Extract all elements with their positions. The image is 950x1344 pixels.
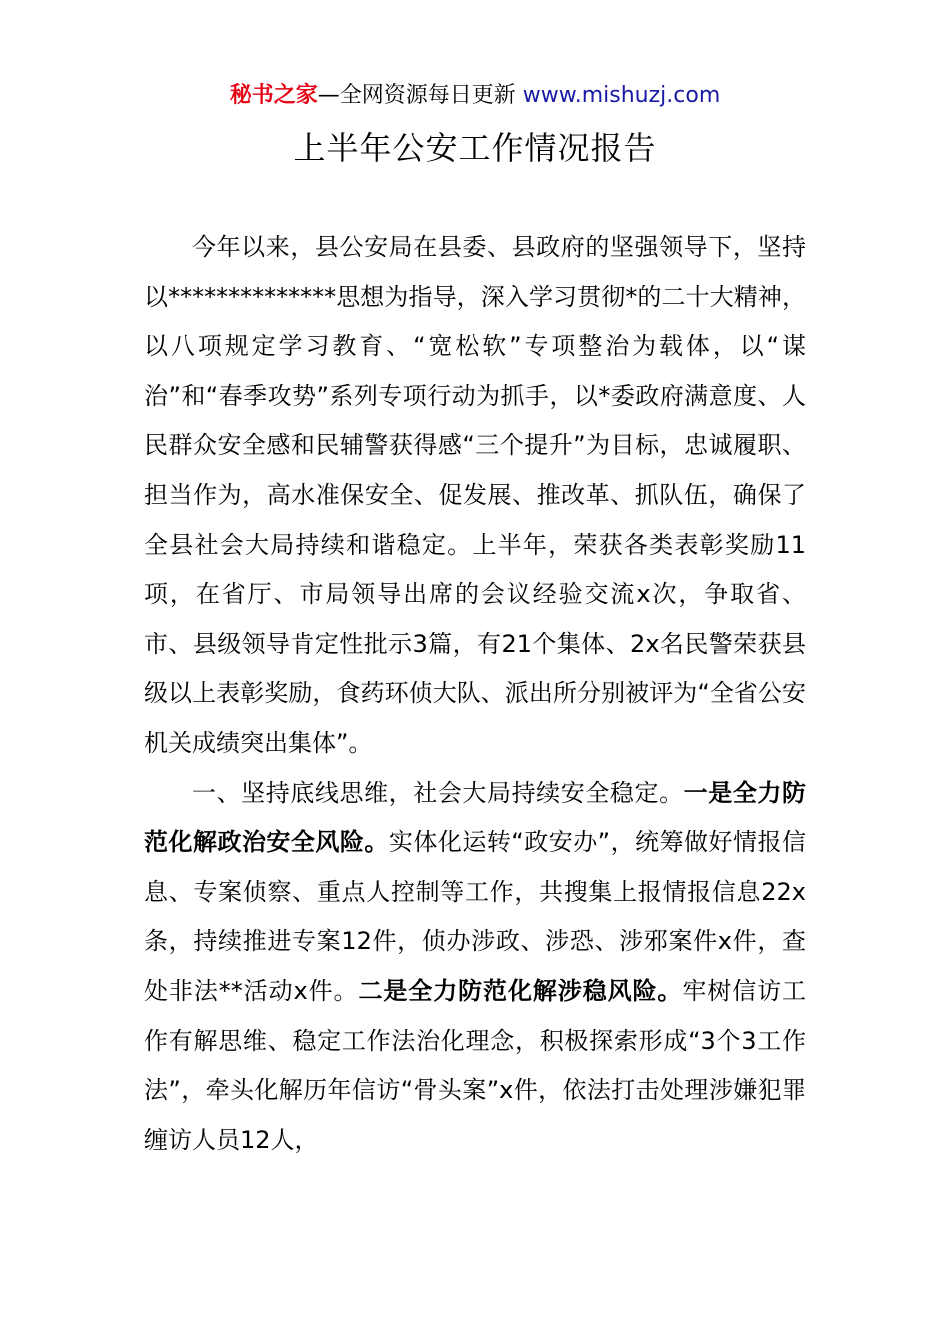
intro-paragraph: 今年以来，县公安局在县委、县政府的坚强领导下，坚持以**************思想为指导，深入学习贯彻*的二十大精神，以八项规定学习教育、“宽松软”专项整治为载体，以“谋治”和“春季攻势”系列专项行动为抓手，以*委政府满意度、人民群众安全感和民辅警获得感“三个提升”为目标，忠诚履职、担当作为，高水准保安全、促发展、推改革、抓队伍，确保了全县社会大局持续和谐稳定。上半年，荣获各类表彰奖励11项，在省厅、市局领导出席的会议经验交流x次，争取省、市、县级领导肯定性批示3篇，有21个集体、2x名民警荣获县级以上表彰奖励，食药环侦大队、派出所分别被评为“全省公安机关成绩突出集体”。 xyxy=(144,233,806,757)
site-tagline: —全网资源每日更新 xyxy=(317,83,523,108)
document-title: 上半年公安工作情况报告 xyxy=(293,129,657,167)
document-body xyxy=(144,223,806,1165)
section-1-point-2-body: 牢树信访工作有解思维、稳定工作法治化理念，积极探索形成“3个3工作法”，牵头化解历年信访“骨头案”x件，依法打击处理涉嫌犯罪缠访人员12人， xyxy=(144,976,807,1154)
section-1-point-1-body: 实体化运转“政安办”，统筹做好情报信息、专案侦察、重点人控制等工作，共搜集上报情报信息22x条，持续推进专案12件，侦办涉政、涉恐、涉邪案件x件，查处非法**活动x件。 xyxy=(144,828,807,1005)
section-1-paragraph xyxy=(144,769,806,1166)
site-header xyxy=(0,80,950,112)
section-1-point-2-heading: 二是全力防范化解涉稳风险。 xyxy=(358,976,683,1005)
site-url-link[interactable]: www.mishuzj.com xyxy=(522,83,721,108)
site-brand: 秘书之家 xyxy=(229,83,318,108)
section-1-heading: 一、坚持底线思维，社会大局持续安全稳定。 xyxy=(192,778,684,807)
section-1-point-1-heading: 一是全力防范化解政治安全风险。 xyxy=(144,778,807,857)
